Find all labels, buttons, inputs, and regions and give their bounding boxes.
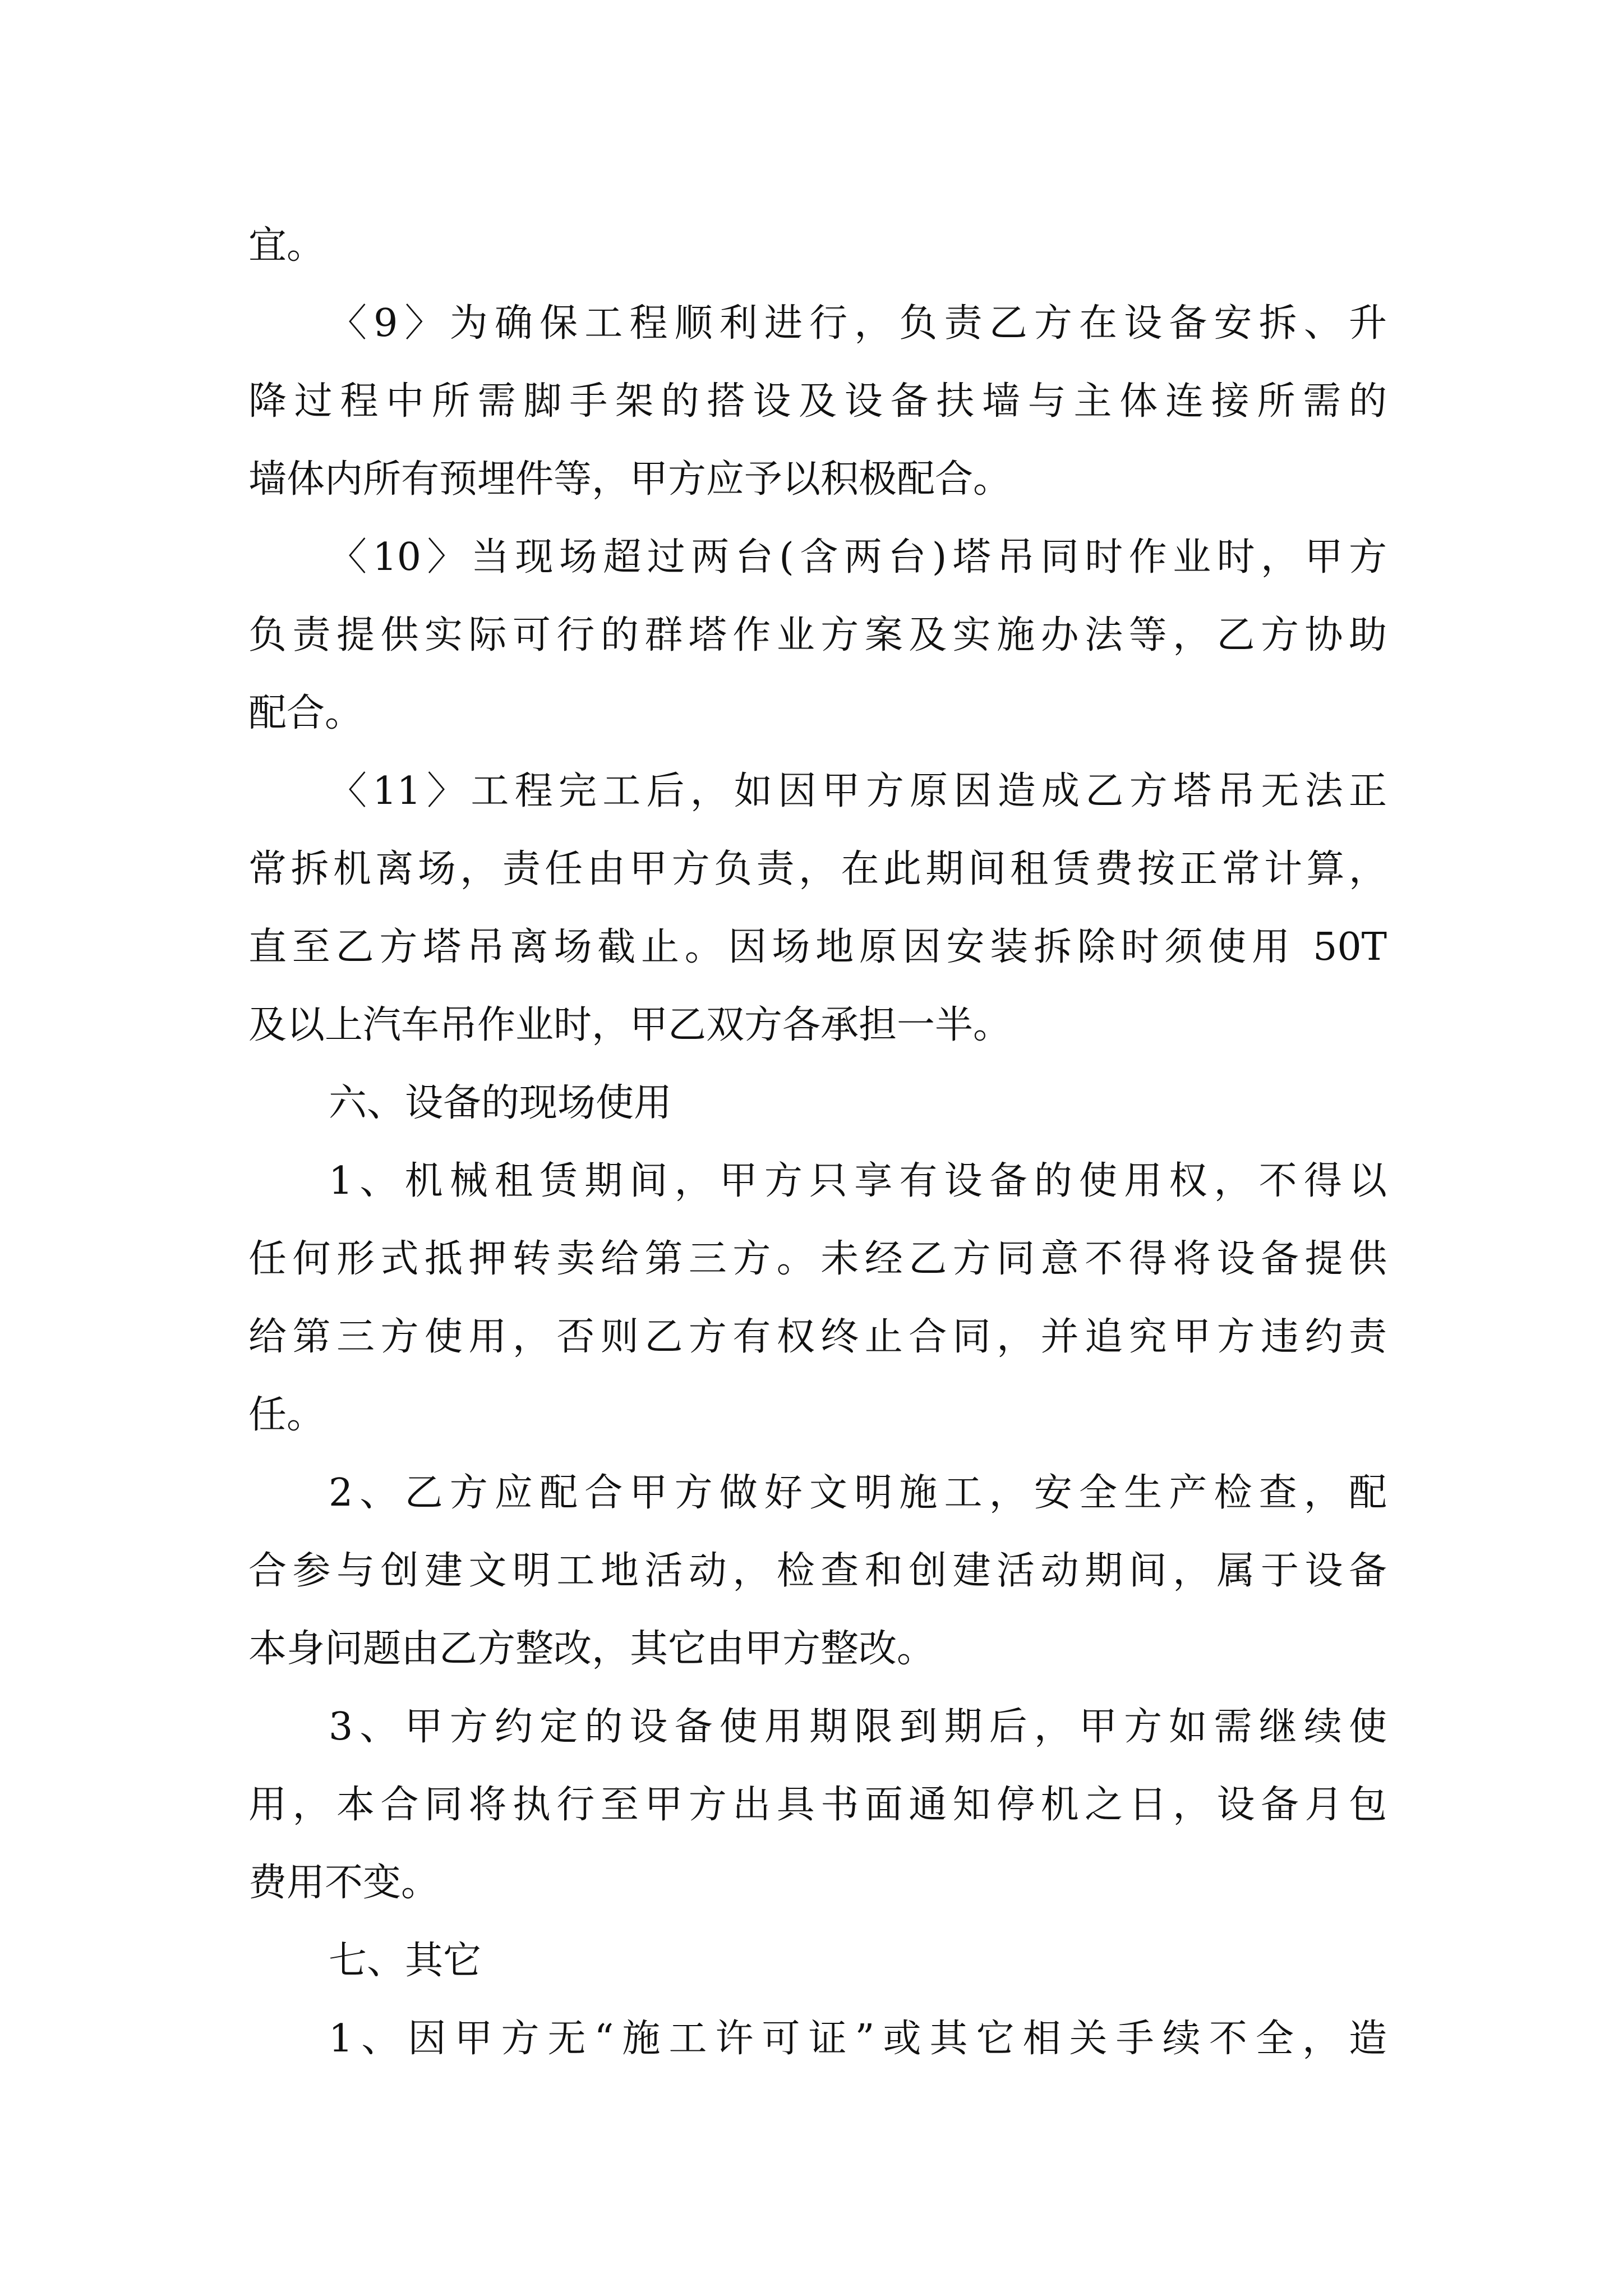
paragraph-line: 〈9〉为确保工程顺利进行，负责乙方在设备安拆、升 bbox=[329, 301, 1387, 346]
paragraph-line: 〈10〉当现场超过两台(含两台)塔吊同时作业时，甲方 bbox=[329, 535, 1387, 579]
section-heading: 六、设备的现场使用 bbox=[329, 1081, 672, 1125]
paragraph-line: 用，本合同将执行至甲方出具书面通知停机之日，设备月包 bbox=[248, 1783, 1387, 1827]
section-heading: 七、其它 bbox=[329, 1939, 482, 1983]
paragraph-line: 直至乙方塔吊离场截止。因场地原因安装拆除时须使用 50T bbox=[248, 925, 1387, 969]
paragraph-line: 1、机械租赁期间，甲方只享有设备的使用权，不得以 bbox=[329, 1159, 1387, 1203]
paragraph-line: 宜。 bbox=[248, 223, 325, 268]
paragraph-line: 配合。 bbox=[248, 691, 363, 735]
paragraph-line: 本身问题由乙方整改，其它由甲方整改。 bbox=[248, 1627, 935, 1671]
paragraph-line: 任。 bbox=[248, 1393, 325, 1437]
paragraph-line: 任何形式抵押转卖给第三方。未经乙方同意不得将设备提供 bbox=[248, 1237, 1387, 1281]
paragraph-line: 合参与创建文明工地活动，检查和创建活动期间，属于设备 bbox=[248, 1549, 1387, 1593]
paragraph-line: 及以上汽车吊作业时，甲乙双方各承担一半。 bbox=[248, 1003, 1012, 1047]
paragraph-line: 墙体内所有预埋件等，甲方应予以积极配合。 bbox=[248, 457, 1012, 501]
paragraph-line: 常拆机离场，责任由甲方负责，在此期间租赁费按正常计算， bbox=[248, 847, 1387, 891]
paragraph-line: 〈11〉工程完工后，如因甲方原因造成乙方塔吊无法正 bbox=[329, 769, 1387, 813]
paragraph-line: 1、因甲方无“施工许可证”或其它相关手续不全，造 bbox=[329, 2017, 1387, 2061]
paragraph-line: 费用不变。 bbox=[248, 1861, 440, 1905]
paragraph-line: 3、甲方约定的设备使用期限到期后，甲方如需继续使 bbox=[329, 1705, 1387, 1749]
paragraph-line: 给第三方使用，否则乙方有权终止合同，并追究甲方违约责 bbox=[248, 1315, 1387, 1359]
paragraph-line: 负责提供实际可行的群塔作业方案及实施办法等，乙方协助 bbox=[248, 613, 1387, 657]
paragraph-line: 降过程中所需脚手架的搭设及设备扶墙与主体连接所需的 bbox=[248, 379, 1387, 424]
paragraph-line: 2、乙方应配合甲方做好文明施工，安全生产检查，配 bbox=[329, 1471, 1387, 1515]
